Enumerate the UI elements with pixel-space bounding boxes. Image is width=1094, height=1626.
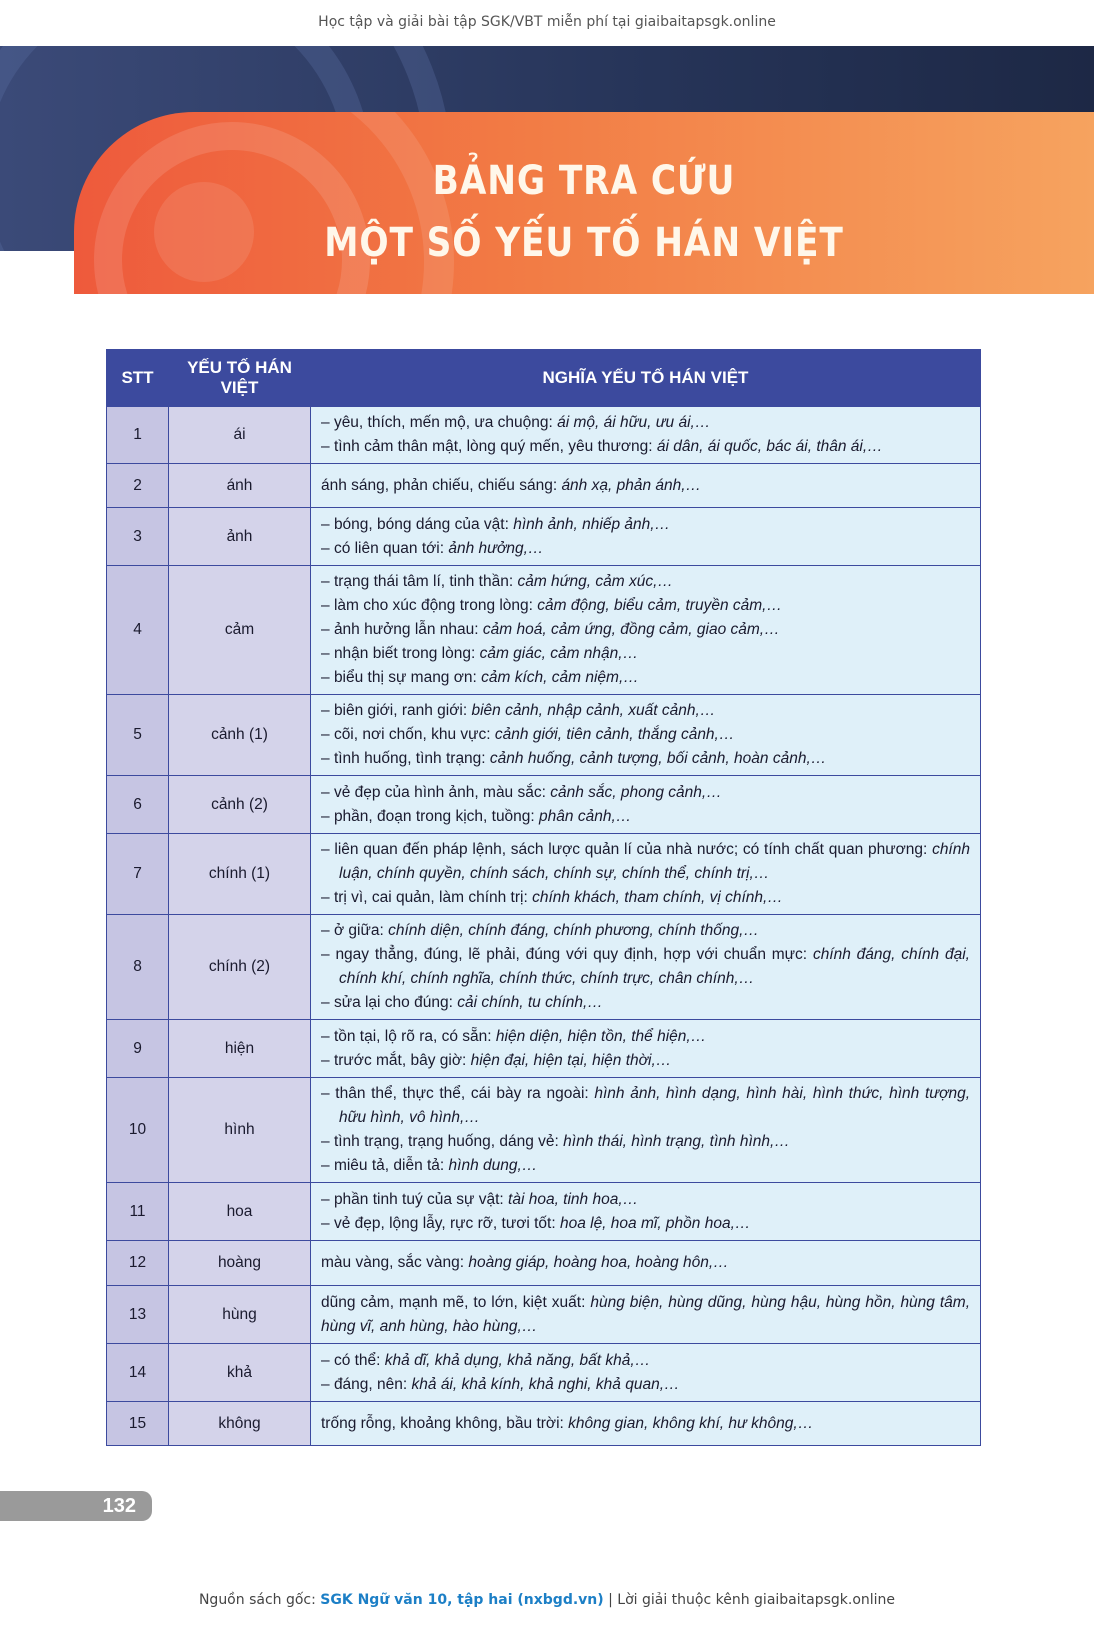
dash-marker: – [321, 438, 334, 455]
meaning-examples: khả dĩ, khả dụng, khả năng, bất khả,… [384, 1351, 651, 1369]
meaning-line [321, 919, 970, 943]
meaning-examples: cải chính, tu chính,… [457, 994, 603, 1011]
meaning-examples: cảnh huống, cảnh tượng, bối cảnh, hoàn cảnh,… [489, 750, 827, 767]
meaning-examples: hiện đại, hiện tại, hiện thời,… [470, 1051, 672, 1069]
cell-term: chính (1) [169, 834, 311, 915]
meaning-examples: cảnh giới, tiên cảnh, thắng cảnh,… [494, 726, 735, 743]
meaning-line [321, 513, 970, 537]
meaning-line [321, 1154, 970, 1178]
cell-term: không [169, 1402, 311, 1446]
meaning-line [321, 666, 970, 690]
cell-term: hình [169, 1078, 311, 1183]
dash-marker: – [321, 515, 334, 533]
meaning-examples: hình ảnh, hình dạng, hình hài, hình thức, hình tượng, hữu hình, vô hình,… [339, 1085, 970, 1126]
header-stt: STT [107, 350, 169, 407]
lookup-table-container [106, 349, 980, 1446]
dash-marker: – [321, 889, 334, 906]
meaning-examples: chính đáng, chính đại, chính khí, chính nghĩa, chính thức, chính trực, chân chính,… [339, 946, 970, 987]
page-title [74, 150, 1094, 274]
table-row [107, 1241, 981, 1286]
cell-meaning [311, 1241, 981, 1286]
cell-meaning [311, 1286, 981, 1344]
table-row [107, 566, 981, 695]
meaning-line [321, 411, 970, 435]
meaning-line [321, 991, 970, 1015]
cell-meaning [311, 776, 981, 834]
meaning-text: trước mắt, bây giờ: [333, 1051, 471, 1069]
table-row [107, 915, 981, 1020]
cell-meaning [311, 1402, 981, 1446]
cell-meaning [311, 834, 981, 915]
dash-marker: – [321, 702, 334, 719]
meaning-examples: cảm hoá, cảm ứng, đồng cảm, giao cảm,… [482, 621, 780, 638]
meaning-text: vẻ đẹp của hình ảnh, màu sắc: [333, 783, 551, 801]
meaning-line [321, 1291, 970, 1339]
meaning-line [321, 1130, 970, 1154]
dash-marker: – [321, 1214, 334, 1232]
dash-marker: – [321, 1190, 334, 1208]
table-header-row [107, 350, 981, 407]
meaning-text: biểu thị sự mang ơn: [333, 669, 482, 686]
meaning-line [321, 1212, 970, 1236]
table-row [107, 1344, 981, 1402]
meaning-text: phần, đoạn trong kịch, tuồng: [333, 807, 540, 825]
page-number-tab [0, 1491, 152, 1521]
meaning-text: tình huống, tình trạng: [333, 750, 490, 767]
dash-marker: – [321, 414, 334, 431]
dash-marker: – [321, 1351, 334, 1369]
meaning-text: có thể: [333, 1351, 385, 1369]
meaning-line [321, 1188, 970, 1212]
title-line-1: BẢNG TRA CỨU [432, 158, 736, 204]
meaning-text: tồn tại, lộ rõ ra, có sẵn: [333, 1027, 496, 1045]
cell-term: chính (2) [169, 915, 311, 1020]
table-row [107, 695, 981, 776]
dash-marker: – [321, 573, 334, 590]
meaning-text: ở giữa: [333, 922, 389, 939]
cell-meaning [311, 566, 981, 695]
meaning-examples: phân cảnh,… [539, 807, 632, 825]
header-term: YẾU TỐ HÁN VIỆT [169, 350, 311, 407]
meaning-line [321, 886, 970, 910]
dash-marker: – [321, 1157, 334, 1174]
cell-term: hùng [169, 1286, 311, 1344]
meaning-text: phần tinh tuý của sự vật: [333, 1190, 509, 1208]
meaning-examples: không gian, không khí, hư không,… [568, 1414, 814, 1432]
cell-stt: 14 [107, 1344, 169, 1402]
meaning-examples: hình ảnh, nhiếp ảnh,… [513, 515, 671, 533]
header-note: Học tập và giải bài tập SGK/VBT miễn phí tại giaibaitapsgk.online [318, 14, 776, 30]
meaning-examples: cảm kích, cảm niệm,… [481, 669, 639, 686]
cell-meaning [311, 508, 981, 566]
cell-term: hoàng [169, 1241, 311, 1286]
cell-stt: 7 [107, 834, 169, 915]
title-line-2: MỘT SỐ YẾU TỐ HÁN VIỆT [324, 220, 844, 266]
meaning-examples: ái mộ, ái hữu, ưu ái,… [557, 414, 711, 431]
cell-term: hiện [169, 1020, 311, 1078]
table-row [107, 407, 981, 464]
dash-marker: – [321, 1051, 334, 1069]
dash-marker: – [321, 645, 334, 662]
meaning-line [321, 1251, 970, 1275]
meaning-text: làm cho xúc động trong lòng: [333, 597, 538, 614]
meaning-line [321, 699, 970, 723]
cell-term: cảm [169, 566, 311, 695]
meaning-examples: khả ái, khả kính, khả nghi, khả quan,… [411, 1375, 680, 1393]
meaning-text: ngay thẳng, đúng, lẽ phải, đúng với quy định, hợp với chuẩn mực: [335, 946, 813, 963]
cell-meaning [311, 464, 981, 508]
page-number: 132 [102, 1494, 136, 1517]
footer-prefix: Nguồn sách gốc: [198, 1592, 321, 1608]
meaning-text: trống rỗng, khoảng không, bầu trời: [321, 1414, 569, 1432]
meaning-examples: ảnh hưởng,… [448, 539, 544, 557]
table-row [107, 464, 981, 508]
cell-stt: 8 [107, 915, 169, 1020]
meaning-line [321, 1412, 970, 1436]
meaning-line [321, 781, 970, 805]
footer-suffix: | Lời giải thuộc kênh giaibaitapsgk.online [603, 1592, 896, 1608]
table-body [107, 407, 981, 1446]
table-row [107, 1020, 981, 1078]
cell-term: ảnh [169, 508, 311, 566]
meaning-text: tình cảm thân mật, lòng quý mến, yêu thương: [333, 438, 657, 455]
meaning-text: đáng, nên: [333, 1375, 412, 1393]
table-row [107, 1078, 981, 1183]
cell-term: cảnh (2) [169, 776, 311, 834]
meaning-line [321, 1349, 970, 1373]
cell-stt: 3 [107, 508, 169, 566]
dash-marker: – [321, 946, 336, 963]
meaning-line [321, 1373, 970, 1397]
meaning-text: tình trạng, trạng huống, dáng vẻ: [333, 1133, 564, 1150]
meaning-text: ảnh hưởng lẫn nhau: [333, 621, 483, 638]
meaning-line [321, 435, 970, 459]
meaning-examples: hùng biện, hùng dũng, hùng hậu, hùng hồn, hùng tâm, hùng vĩ, anh hùng, hào hùng,… [321, 1293, 970, 1335]
dash-marker: – [321, 922, 334, 939]
meaning-text: nhận biết trong lòng: [333, 645, 480, 662]
cell-term: ái [169, 407, 311, 464]
meaning-text: yêu, thích, mến mộ, ưa chuộng: [333, 414, 558, 431]
meaning-text: liên quan đến pháp lệnh, sách lược quản lí của nhà nước; có tính chất quan phương: [334, 841, 933, 858]
table-row [107, 776, 981, 834]
cell-stt: 12 [107, 1241, 169, 1286]
meaning-examples: hình thái, hình trạng, tình hình,… [563, 1133, 790, 1150]
cell-stt: 4 [107, 566, 169, 695]
cell-term: hoa [169, 1183, 311, 1241]
cell-stt: 1 [107, 407, 169, 464]
meaning-text: trị vì, cai quản, làm chính trị: [333, 889, 533, 906]
meaning-examples: tài hoa, tinh hoa,… [508, 1190, 639, 1208]
footer-source: SGK Ngữ văn 10, tập hai (nxbgd.vn) [320, 1592, 604, 1608]
dash-marker: – [321, 783, 334, 801]
table-row [107, 834, 981, 915]
dash-marker: – [321, 726, 334, 743]
meaning-text: vẻ đẹp, lộng lẫy, rực rỡ, tươi tốt: [333, 1214, 560, 1232]
meaning-examples: hiện diện, hiện tồn, thể hiện,… [495, 1027, 707, 1045]
table-row [107, 1402, 981, 1446]
meaning-text: thân thể, thực thể, cái bày ra ngoài: [335, 1085, 595, 1102]
cell-meaning [311, 695, 981, 776]
meaning-line [321, 642, 970, 666]
cell-stt: 10 [107, 1078, 169, 1183]
dash-marker: – [321, 994, 334, 1011]
cell-stt: 11 [107, 1183, 169, 1241]
meaning-text: dũng cảm, mạnh mẽ, to lớn, kiệt xuất: [321, 1293, 591, 1311]
dash-marker: – [321, 1375, 334, 1393]
dash-marker: – [321, 597, 334, 614]
meaning-line [321, 1082, 970, 1130]
cell-term: ánh [169, 464, 311, 508]
header-meaning: NGHĨA YẾU TỐ HÁN VIỆT [311, 350, 981, 407]
cell-stt: 15 [107, 1402, 169, 1446]
cell-meaning [311, 407, 981, 464]
cell-meaning [311, 915, 981, 1020]
table-row [107, 1183, 981, 1241]
meaning-line [321, 747, 970, 771]
meaning-examples: hình dung,… [448, 1157, 538, 1174]
meaning-line [321, 474, 970, 498]
cell-term: cảnh (1) [169, 695, 311, 776]
meaning-examples: cảm hứng, cảm xúc,… [517, 573, 673, 590]
dash-marker: – [321, 1133, 334, 1150]
cell-stt: 6 [107, 776, 169, 834]
meaning-text: có liên quan tới: [333, 539, 449, 557]
cell-meaning [311, 1344, 981, 1402]
cell-stt: 2 [107, 464, 169, 508]
cell-stt: 13 [107, 1286, 169, 1344]
meaning-examples: hoa lệ, hoa mĩ, phồn hoa,… [559, 1214, 751, 1232]
meaning-text: bóng, bóng dáng của vật: [333, 515, 514, 533]
dash-marker: – [321, 750, 334, 767]
cell-meaning [311, 1183, 981, 1241]
meaning-examples: chính luận, chính quyền, chính sách, chính sự, chính thể, chính trị,… [339, 841, 970, 882]
meaning-line [321, 594, 970, 618]
dash-marker: – [321, 807, 334, 825]
meaning-text: sửa lại cho đúng: [333, 994, 458, 1011]
dash-marker: – [321, 669, 334, 686]
cell-term: khả [169, 1344, 311, 1402]
footer [0, 1592, 1094, 1608]
meaning-line [321, 805, 970, 829]
meaning-line [321, 838, 970, 886]
meaning-text: ánh sáng, phản chiếu, chiếu sáng: [321, 476, 562, 494]
meaning-text: trạng thái tâm lí, tinh thần: [333, 573, 518, 590]
meaning-line [321, 537, 970, 561]
meaning-line [321, 570, 970, 594]
meaning-examples: hoàng giáp, hoàng hoa, hoàng hôn,… [468, 1254, 729, 1271]
table-row [107, 1286, 981, 1344]
meaning-text: miêu tả, diễn tả: [333, 1157, 449, 1174]
meaning-examples: ánh xạ, phản ánh,… [561, 476, 702, 494]
meaning-examples: chính diện, chính đáng, chính phương, chính thống,… [388, 922, 759, 939]
meaning-examples: chính khách, tham chính, vị chính,… [532, 889, 783, 906]
lookup-table [106, 349, 981, 1446]
meaning-line [321, 943, 970, 991]
meaning-line [321, 723, 970, 747]
cell-stt: 9 [107, 1020, 169, 1078]
cell-meaning [311, 1078, 981, 1183]
dash-marker: – [321, 621, 334, 638]
meaning-examples: cảm giác, cảm nhận,… [479, 645, 639, 662]
meaning-line [321, 1025, 970, 1049]
dash-marker: – [321, 841, 335, 858]
dash-marker: – [321, 539, 334, 557]
meaning-text: biên giới, ranh giới: [333, 702, 472, 719]
meaning-examples: cảnh sắc, phong cảnh,… [550, 783, 722, 801]
dash-marker: – [321, 1027, 334, 1045]
cell-stt: 5 [107, 695, 169, 776]
meaning-examples: cảm động, biểu cảm, truyền cảm,… [537, 597, 782, 614]
meaning-examples: biên cảnh, nhập cảnh, xuất cảnh,… [471, 702, 716, 719]
meaning-line [321, 618, 970, 642]
table-row [107, 508, 981, 566]
meaning-examples: ái dân, ái quốc, bác ái, thân ái,… [656, 438, 883, 455]
meaning-line [321, 1049, 970, 1073]
meaning-text: màu vàng, sắc vàng: [321, 1254, 469, 1271]
dash-marker: – [321, 1085, 336, 1102]
cell-meaning [311, 1020, 981, 1078]
meaning-text: cõi, nơi chốn, khu vực: [333, 726, 495, 743]
